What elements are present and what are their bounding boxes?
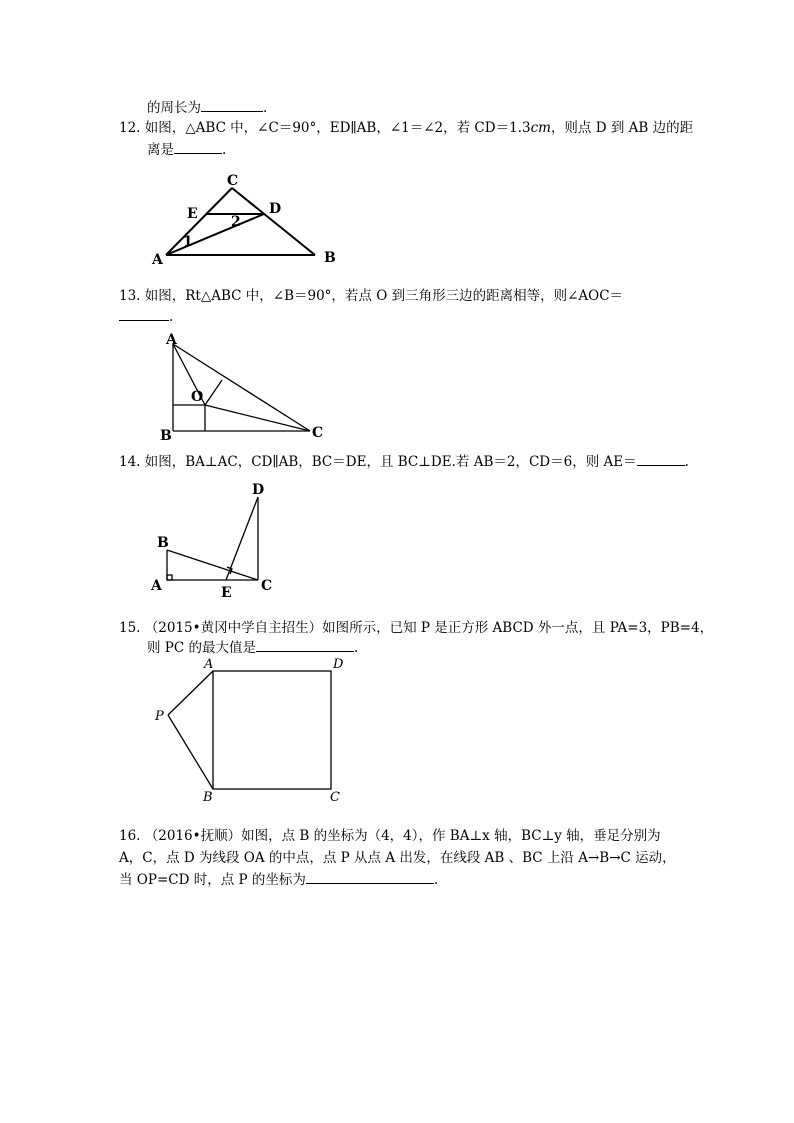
q15-label-p: P — [155, 709, 164, 724]
q15-end: . — [354, 640, 359, 656]
q11-tail-text: 的周长为 — [147, 100, 201, 116]
q16-text2: A，C，点 D 为线段 OA 的中点，点 P 从点 A 出发，在线段 AB 、BC 上沿 A→B→C 运动， — [119, 850, 676, 866]
q13-label-b: B — [160, 428, 172, 444]
q15-label-c: C — [330, 790, 340, 805]
q12-angle-1: 1 — [183, 234, 193, 250]
q13-label-c: C — [312, 425, 324, 441]
q13-label-a: A — [166, 332, 177, 348]
q15-segment-pb — [168, 715, 213, 789]
q13-text: 13. 如图，Rt△ABC 中，∠B＝90°，若点 O 到三角形三边的距离相等，则∠AOC＝ — [119, 288, 624, 304]
q16-end: . — [433, 872, 439, 888]
q12-label-b: B — [324, 250, 336, 266]
q12-angle-2: 2 — [231, 214, 241, 230]
q15-text: 15. （2015•黄冈中学自主招生）如图所示，已知 P 是正方形 ABCD 外一点，且 PA=3，PB=4， — [119, 620, 714, 636]
q15-label-b: B — [203, 790, 213, 805]
q12-label-e: E — [187, 206, 198, 222]
q13-end: . — [169, 309, 174, 325]
q12-text2: 离是 — [147, 142, 174, 158]
q14-text: 14. 如图，BA⊥AC，CD∥AB，BC＝DE，且 BC⊥DE.若 AB＝2，CD＝6，则 AE＝ — [119, 454, 637, 470]
q12-end: . — [222, 142, 227, 158]
q12-label-d: D — [269, 201, 282, 217]
q14-label-b: B — [157, 535, 169, 551]
q15-square-abcd — [213, 671, 331, 789]
q15-text2: 则 PC 的最大值是 — [147, 640, 256, 656]
q12-unit: cm — [530, 120, 551, 136]
q16-line2 — [119, 849, 676, 867]
q16-text1: 16. （2016•抚顺）如图，点 B 的坐标为（4，4），作 BA⊥x 轴，BC⊥y 轴，垂足分别为 — [119, 828, 661, 844]
q12-text: 12. 如图，△ABC 中，∠C＝90°，ED∥AB，∠1＝∠2，若 CD＝1.3 — [119, 120, 531, 136]
q12-label-a: A — [152, 252, 163, 268]
q14-label-c: C — [261, 578, 273, 594]
q14-end: . — [684, 454, 689, 470]
q14-label-e: E — [221, 585, 232, 601]
q14-label-a: A — [151, 578, 162, 594]
q15-label-a: A — [204, 657, 214, 672]
q15-label-d: D — [333, 657, 344, 672]
q16-text3: 当 OP=CD 时，点 P 的坐标为 — [119, 872, 306, 888]
q11-end: . — [263, 100, 268, 116]
q13-label-o: O — [191, 389, 204, 405]
q12-text-end: ，则点 D 到 AB 边的距 — [550, 120, 694, 136]
q15-segment-pa — [168, 671, 213, 715]
q16-line1 — [119, 827, 661, 845]
q12-label-c: C — [227, 173, 239, 189]
q16-answer-blank[interactable] — [306, 871, 434, 884]
q16-line3 — [119, 871, 438, 889]
q14-label-d: D — [252, 482, 265, 498]
